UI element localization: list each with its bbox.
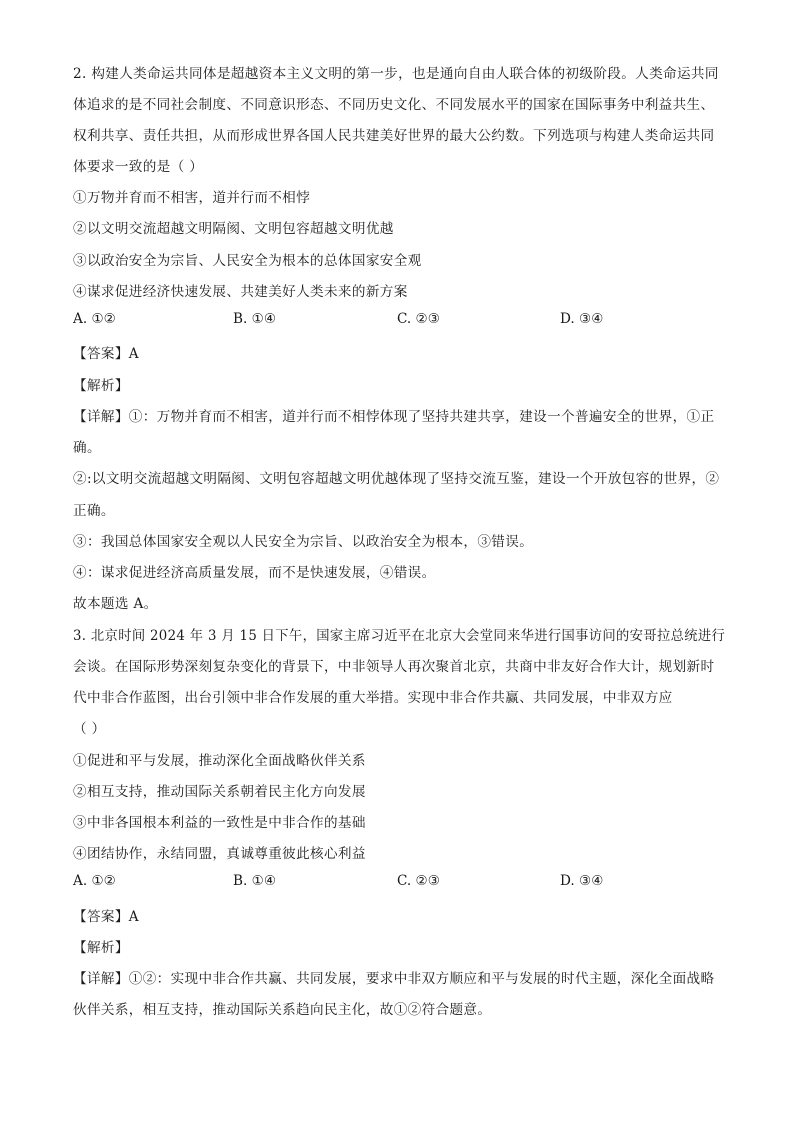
q3-analysis-label: 【解析】 <box>73 940 129 956</box>
q2-item: ③以政治安全为宗旨、人民安全为根本的总体国家安全观 <box>73 253 422 269</box>
q3-item: ②相互支持，推动国际关系朝着民主化方向发展 <box>73 784 366 800</box>
q2-answer: 【答案】A <box>73 346 139 362</box>
q2-analysis-label: 【解析】 <box>73 378 129 394</box>
q3-answer: 【答案】A <box>73 909 139 925</box>
q3-item: ①促进和平与发展，推动深化全面战略伙伴关系 <box>73 753 366 769</box>
q2-explanation-line: ④：谋求促进经济高质量发展，而不是快速发展，④错误。 <box>73 565 436 581</box>
q2-explanation-line: ③：我国总体国家安全观以人民安全为宗旨、以政治安全为根本，③错误。 <box>73 534 534 550</box>
q2-option-c: C. ②③ <box>397 311 440 327</box>
q2-stem-line: 2. 构建人类命运共同体是超越资本主义文明的第一步，也是通向自由人联合体的初级阶段。人类命运共同 <box>73 66 719 82</box>
q2-item: ②以文明交流超越文明隔阂、文明包容超越文明优越 <box>73 221 394 237</box>
q3-item: ④团结协作，永结同盟，真诚尊重彼此核心利益 <box>73 846 366 862</box>
q2-stem-line: 体要求一致的是（ ） <box>73 159 204 175</box>
q2-stem-line: 权利共享、责任共担，从而形成世界各国人民共建美好世界的最大公约数。下列选项与构建人类命运共同 <box>73 128 715 144</box>
q3-option-a: A. ①② <box>73 873 116 889</box>
q2-item: ④谋求促进经济快速发展、共建美好人类未来的新方案 <box>73 284 408 300</box>
q3-option-d: D. ③④ <box>560 873 604 889</box>
q2-item: ①万物并育而不相害，道并行而不相悖 <box>73 190 311 206</box>
q2-explanation-line: ②:以文明交流超越文明隔阂、文明包容超越文明优越体现了坚持交流互鉴，建设一个开放包容的世界，② <box>73 471 720 487</box>
q2-explanation-line: 确。 <box>73 440 101 456</box>
q3-option-b: B. ①④ <box>233 873 277 889</box>
q2-option-a: A. ①② <box>73 311 116 327</box>
q2-stem-line: 体追求的是不同社会制度、不同意识形态、不同历史文化、不同发展水平的国家在国际事务中利益共生、 <box>73 97 715 113</box>
q2-explanation-line: 正确。 <box>73 503 115 519</box>
q3-option-c: C. ②③ <box>397 873 440 889</box>
q2-option-d: D. ③④ <box>560 311 604 327</box>
q3-stem-line: 会谈。在国际形势深刻复杂变化的背景下，中非领导人再次聚首北京，共商中非友好合作大计，规划新时 <box>73 659 715 675</box>
q3-stem-line: 代中非合作蓝图，出台引领中非合作发展的重大举措。实现中非合作共赢、共同发展，中非双方应 <box>73 690 673 706</box>
q3-stem-line: （ ） <box>73 721 106 737</box>
q3-explanation-line: 【详解】①②：实现中非合作共赢、共同发展，要求中非双方顺应和平与发展的时代主题，深化全面战略 <box>73 971 715 987</box>
q2-explanation-line: 【详解】①：万物并育而不相害，道并行而不相悖体现了坚持共建共享，建设一个普遍安全的世界，①正 <box>73 409 715 425</box>
q3-item: ③中非各国根本利益的一致性是中非合作的基础 <box>73 815 366 831</box>
q3-explanation-line: 伙伴关系，相互支持，推动国际关系趋向民主化，故①②符合题意。 <box>73 1002 492 1018</box>
q2-conclusion: 故本题选 A。 <box>73 596 158 612</box>
q3-stem-line: 3. 北京时间 2024 年 3 月 15 日下午，国家主席习近平在北京大会堂同来华进行国事访问的安哥拉总统进行 <box>73 628 726 644</box>
q2-option-b: B. ①④ <box>233 311 277 327</box>
